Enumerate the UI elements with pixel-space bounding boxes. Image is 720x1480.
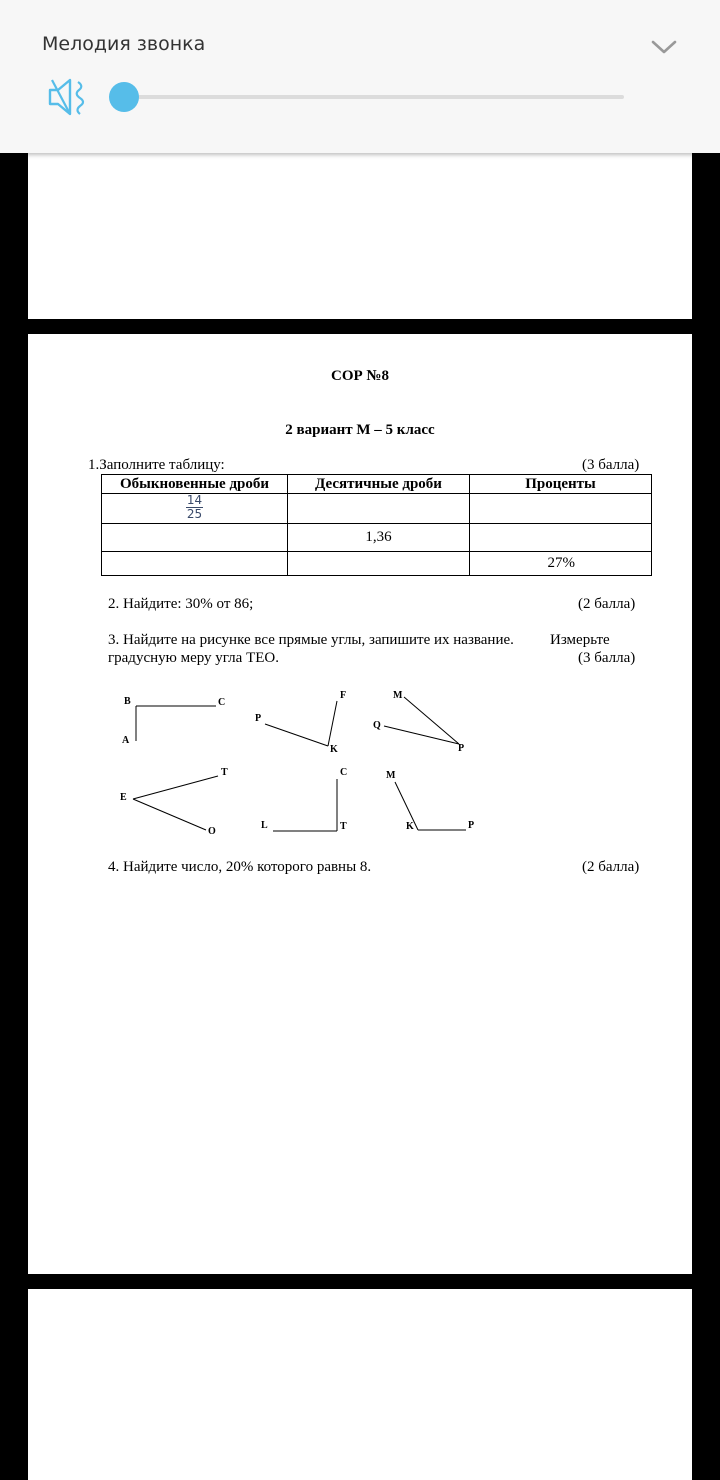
- volume-slider[interactable]: [108, 80, 628, 114]
- point-label: M: [386, 770, 396, 781]
- point-label: O: [208, 826, 216, 837]
- fraction-14-25: $\frac{14}{25}$: [186, 493, 203, 521]
- document-page: [28, 334, 692, 1274]
- angle-mpq: [373, 690, 464, 754]
- task2-text: 2. Найдите: 30% от 86;: [108, 596, 254, 612]
- slider-track[interactable]: [124, 95, 624, 99]
- table-cell: 27%: [470, 552, 652, 576]
- task3-text-line2: градусную меру угла ТЕО.: [108, 650, 279, 666]
- point-label: P: [458, 743, 465, 754]
- task3-points: (3 балла): [578, 650, 636, 666]
- point-label: E: [120, 792, 127, 803]
- table-header-row: [102, 475, 652, 494]
- table-row: [102, 552, 652, 576]
- fractions-table: [101, 474, 652, 576]
- table-cell: [102, 524, 288, 552]
- task1-points: (3 балла): [582, 457, 640, 473]
- point-label: C: [218, 697, 226, 708]
- point-label: A: [122, 735, 130, 746]
- task1-text: 1.Заполните таблицу:: [88, 457, 225, 473]
- angle-bca: [122, 696, 225, 746]
- point-label: B: [124, 696, 131, 707]
- table-cell: [288, 494, 470, 524]
- table-row: [102, 524, 652, 552]
- slider-thumb[interactable]: [109, 82, 139, 112]
- angle-mkp: [386, 770, 474, 832]
- point-label: L: [261, 820, 268, 831]
- point-label: P: [468, 820, 475, 831]
- table-cell: [288, 552, 470, 576]
- mute-speaker-icon[interactable]: [46, 76, 94, 118]
- angles-figure: [108, 684, 508, 844]
- angle-fkp: [255, 690, 346, 755]
- document-subtitle: 2 вариант М – 5 класс: [285, 422, 435, 438]
- ringtone-panel: [0, 0, 720, 153]
- point-label: P: [255, 713, 262, 724]
- table-cell: [102, 552, 288, 576]
- task4-text: 4. Найдите число, 20% которого равны 8.: [108, 859, 372, 875]
- task3-text-line1: 3. Найдите на рисунке все прямые углы, запишите их название.: [108, 632, 514, 648]
- task4-points: (2 балла): [582, 859, 640, 875]
- table-cell: [470, 524, 652, 552]
- point-label: Q: [373, 720, 381, 731]
- point-label: M: [393, 690, 403, 701]
- table-header: Обыкновенные дроби: [102, 475, 288, 494]
- table-header: Десятичные дроби: [288, 475, 470, 494]
- table-header: Проценты: [470, 475, 652, 494]
- table-cell: [470, 494, 652, 524]
- point-label: F: [340, 690, 347, 701]
- document-title: СОР №8: [331, 368, 389, 384]
- chevron-down-icon[interactable]: [648, 34, 680, 58]
- task3-text-measure: Измерьте: [550, 632, 610, 648]
- point-label: T: [221, 767, 228, 778]
- angle-ctl: [261, 767, 347, 832]
- table-row: [102, 494, 652, 524]
- point-label: C: [340, 767, 348, 778]
- ringtone-title: Мелодия звонка: [42, 33, 206, 55]
- table-cell-fraction: [102, 494, 288, 524]
- document-page-previous: [28, 150, 692, 319]
- table-cell: 1,36: [288, 524, 470, 552]
- angle-teo: [120, 767, 228, 837]
- point-label: T: [340, 821, 347, 832]
- task2-points: (2 балла): [578, 596, 636, 612]
- point-label: K: [406, 821, 414, 832]
- point-label: K: [330, 744, 338, 755]
- document-page-next: [28, 1289, 692, 1480]
